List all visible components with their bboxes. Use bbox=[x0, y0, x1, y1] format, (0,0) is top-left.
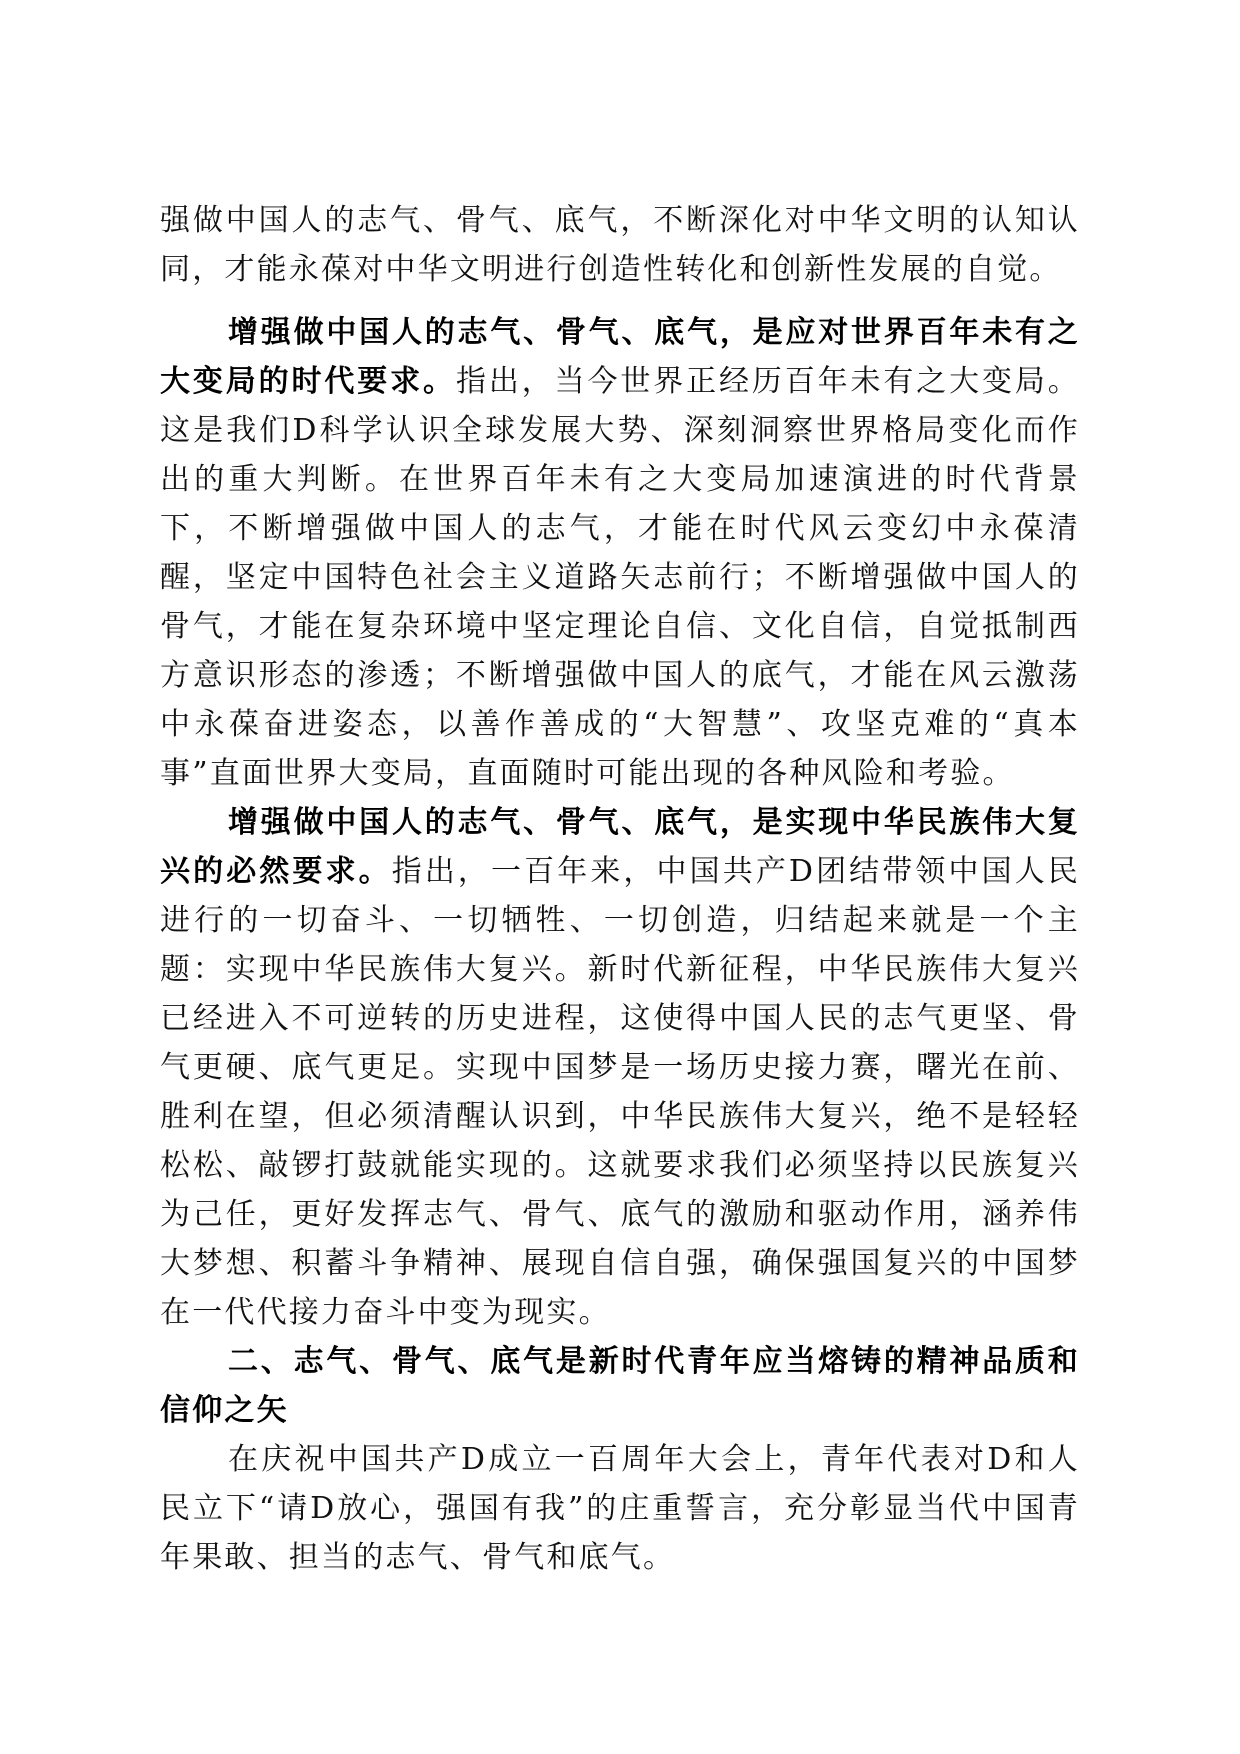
paragraph-continuation bbox=[160, 196, 1080, 294]
paragraph-body: 强做中国人的志气、骨气、底气，不断深化对中华文明的认知认同，才能永葆对中华文明进行创造性转化和创新性发展的自觉。 bbox=[160, 203, 1080, 287]
section-heading: 二、志气、骨气、底气是新时代青年应当熔铸的精神品质和信仰之矢 bbox=[160, 1344, 1080, 1428]
paragraph-world-change bbox=[160, 308, 1080, 798]
paragraph-body: 指出，一百年来，中国共产D团结带领中国人民进行的一切奋斗、一切牺牲、一切创造，归结起来就是一个主题：实现中华民族伟大复兴。新时代新征程，中华民族伟大复兴已经进入不可逆转的历史进程，这使得中国人民的志气更坚、骨气更硬、底气更足。实现中国梦是一场历史接力赛，曙光在前、胜利在望，但必须清醒认识到，中华民族伟大复兴，绝不是轻轻松松、敲锣打鼓就能实现的。这就要求我们必须坚持以民族复兴为己任，更好发挥志气、骨气、底气的激励和驱动作用，涵养伟大梦想、积蓄斗争精神、展现自信自强，确保强国复兴的中国梦在一代代接力奋斗中变为现实。 bbox=[160, 854, 1080, 1330]
paragraph-lead-bold: 增强做中国人的志气、骨气、底气，是应对世界百年未有之大变局的时代要求。 bbox=[160, 315, 1080, 399]
paragraph-lead-bold: 增强做中国人的志气、骨气、底气，是实现中华民族伟大复兴的必然要求。 bbox=[160, 805, 1080, 889]
paragraph-closing: 在庆祝中国共产D成立一百周年大会上，青年代表对D和人民立下“请D放心，强国有我”的庄重誓言，充分彰显当代中国青年果敢、担当的志气、骨气和底气。 bbox=[160, 1442, 1080, 1575]
paragraph-body: 指出，当今世界正经历百年未有之大变局。这是我们D科学认识全球发展大势、深刻洞察世界格局变化而作出的重大判断。在世界百年未有之大变局加速演进的时代背景下，不断增强做中国人的志气，才能在时代风云变幻中永葆清醒，坚定中国特色社会主义道路矢志前行；不断增强做中国人的骨气，才能在复杂环境中坚定理论自信、文化自信，自觉抵制西方意识形态的渗透；不断增强做中国人的底气，才能在风云激荡中永葆奋进姿态，以善作善成的“大智慧”、攻坚克难的“真本事”直面世界大变局，直面随时可能出现的各种风险和考验。 bbox=[160, 364, 1080, 791]
paragraph-national-rejuvenation bbox=[160, 798, 1080, 1337]
